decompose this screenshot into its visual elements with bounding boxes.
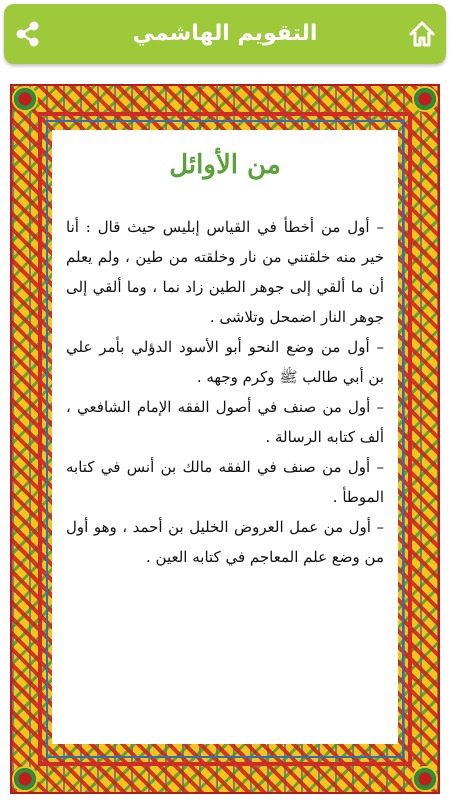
paragraph: – أول من صنف في الفقه مالك بن أنس في كتابه الموطأ . [66, 458, 384, 506]
paragraph: – أول من عمل العروض الخليل بن أحمد ، وهو أول من وضع علم المعاجم في كتابه العين . [66, 518, 384, 566]
article-body [66, 212, 384, 572]
frame-corner-ornament [412, 86, 438, 112]
app-title: التقويم الهاشمي [132, 21, 318, 46]
frame-corner-ornament [12, 766, 38, 792]
frame-corner-ornament [12, 86, 38, 112]
home-button[interactable] [404, 16, 440, 52]
paragraph: – أول من وضع النحو أبو الأسود الدؤلي بأمر علي بن أبي طالب ﷺ وكرم وجهه . [66, 338, 384, 386]
home-icon [407, 19, 437, 49]
page-heading: من الأوائل [169, 150, 281, 180]
content-panel [52, 130, 398, 744]
frame-corner-ornament [412, 766, 438, 792]
paragraph: – أول من أخطأ في القياس إبليس حيث قال : أنا خير منه خلقتني من نار وخلقته من طين ، ولم يعلم أن ما ألقي إلى جوهر الطين زاد نما ، وما ألقي إلى جوهر النار اضمحل وتلاشى . [66, 218, 384, 326]
app-header [4, 4, 446, 64]
paragraph: – أول من صنف في أصول الفقه الإمام الشافعي ، ألف كتابه الرسالة . [66, 398, 384, 446]
